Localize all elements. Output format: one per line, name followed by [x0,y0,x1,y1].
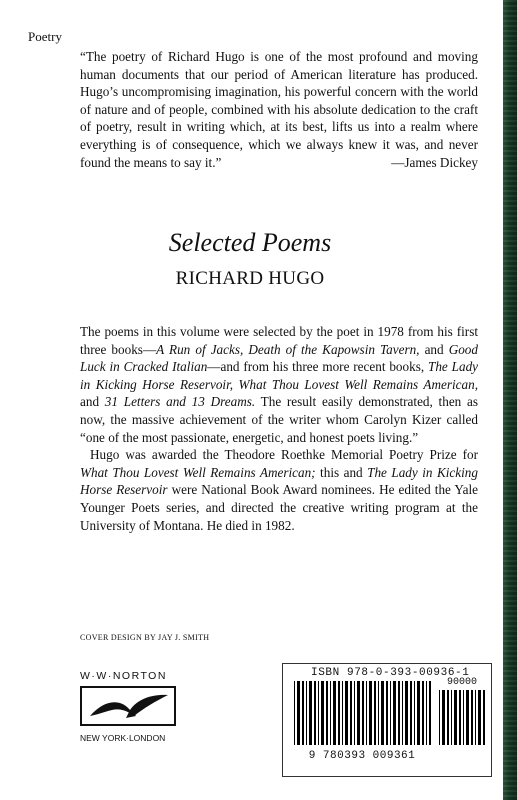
book-title-reference: Good Luck in Cracked Italian [80,341,478,375]
book-title-reference: The Lady in Kicking Horse Reservoir [80,464,478,498]
desc-text: Hugo was awarded the Theodore Roethke Memorial Poetry Prize for [90,447,478,463]
isbn-label: ISBN 978-0-393-00936-1 [311,667,470,679]
book-title-reference: A Run of Jacks, Death of the Kapowsin Tavern, [156,341,420,357]
cover-design-credit: COVER DESIGN BY JAY J. SMITH [80,633,210,642]
addon-digits: 90000 [446,677,477,688]
desc-text: The poems in this volume were selected by the poet in 1978 from his first three books— [80,324,478,357]
desc-text: were National Book Award nominees. He edited the Yale Younger Poets series, and directed the creative writing program at the University of Montana. He died in 1982. [80,482,478,533]
addon-barcode-icon [438,690,486,745]
category-label: Poetry [28,29,62,44]
quote-text: “The poetry of Richard Hugo is one of the most profound and moving human documents that our period of American literature has produced. Hugo’s uncompromising imagination, his powerful concern with the world of nature and of people, combined with his absolute dedication to the craft of poetry, result in writing which, at its best, lifts us into a realm where everything is of consequence, which we always knew it was, and never found the means to say it.” [80,49,478,170]
isbn-barcode-box [282,663,492,777]
author-name: RICHARD HUGO [175,268,325,289]
barcode-icon [293,681,431,745]
book-title: Selected Poems [168,228,332,257]
blurb-quote [80,48,478,171]
desc-text: this and [315,464,368,480]
ean-digits: 9 780393 009361 [308,750,416,762]
seagull-logo-icon [80,686,176,726]
description [80,323,478,534]
book-title-reference: 31 Letters and 13 Dreams. [104,394,256,410]
description-paragraph-1 [80,323,478,446]
desc-text: and [419,341,449,357]
book-title-reference: The Lady in Kicking Horse Reservoir, What Thou Lovest Well Remains American, [80,359,479,392]
desc-text: and [80,394,105,410]
quote-attribution: —James Dickey [391,154,478,170]
publisher-cities: NEW YORK·LONDON [80,733,166,743]
desc-text: —and from his three more recent books, [207,359,428,375]
description-paragraph-2 [80,446,478,534]
book-title-reference: What Thou Lovest Well Remains American; [80,464,316,480]
publisher-name: W·W·NORTON [80,670,167,682]
spine-edge [503,0,517,800]
desc-text: The result easily demonstrated, then as now, the massive achievement of the writer whom Carolyn Kizer called “one of the most passionate, energetic, and honest poets living.” [80,394,479,445]
